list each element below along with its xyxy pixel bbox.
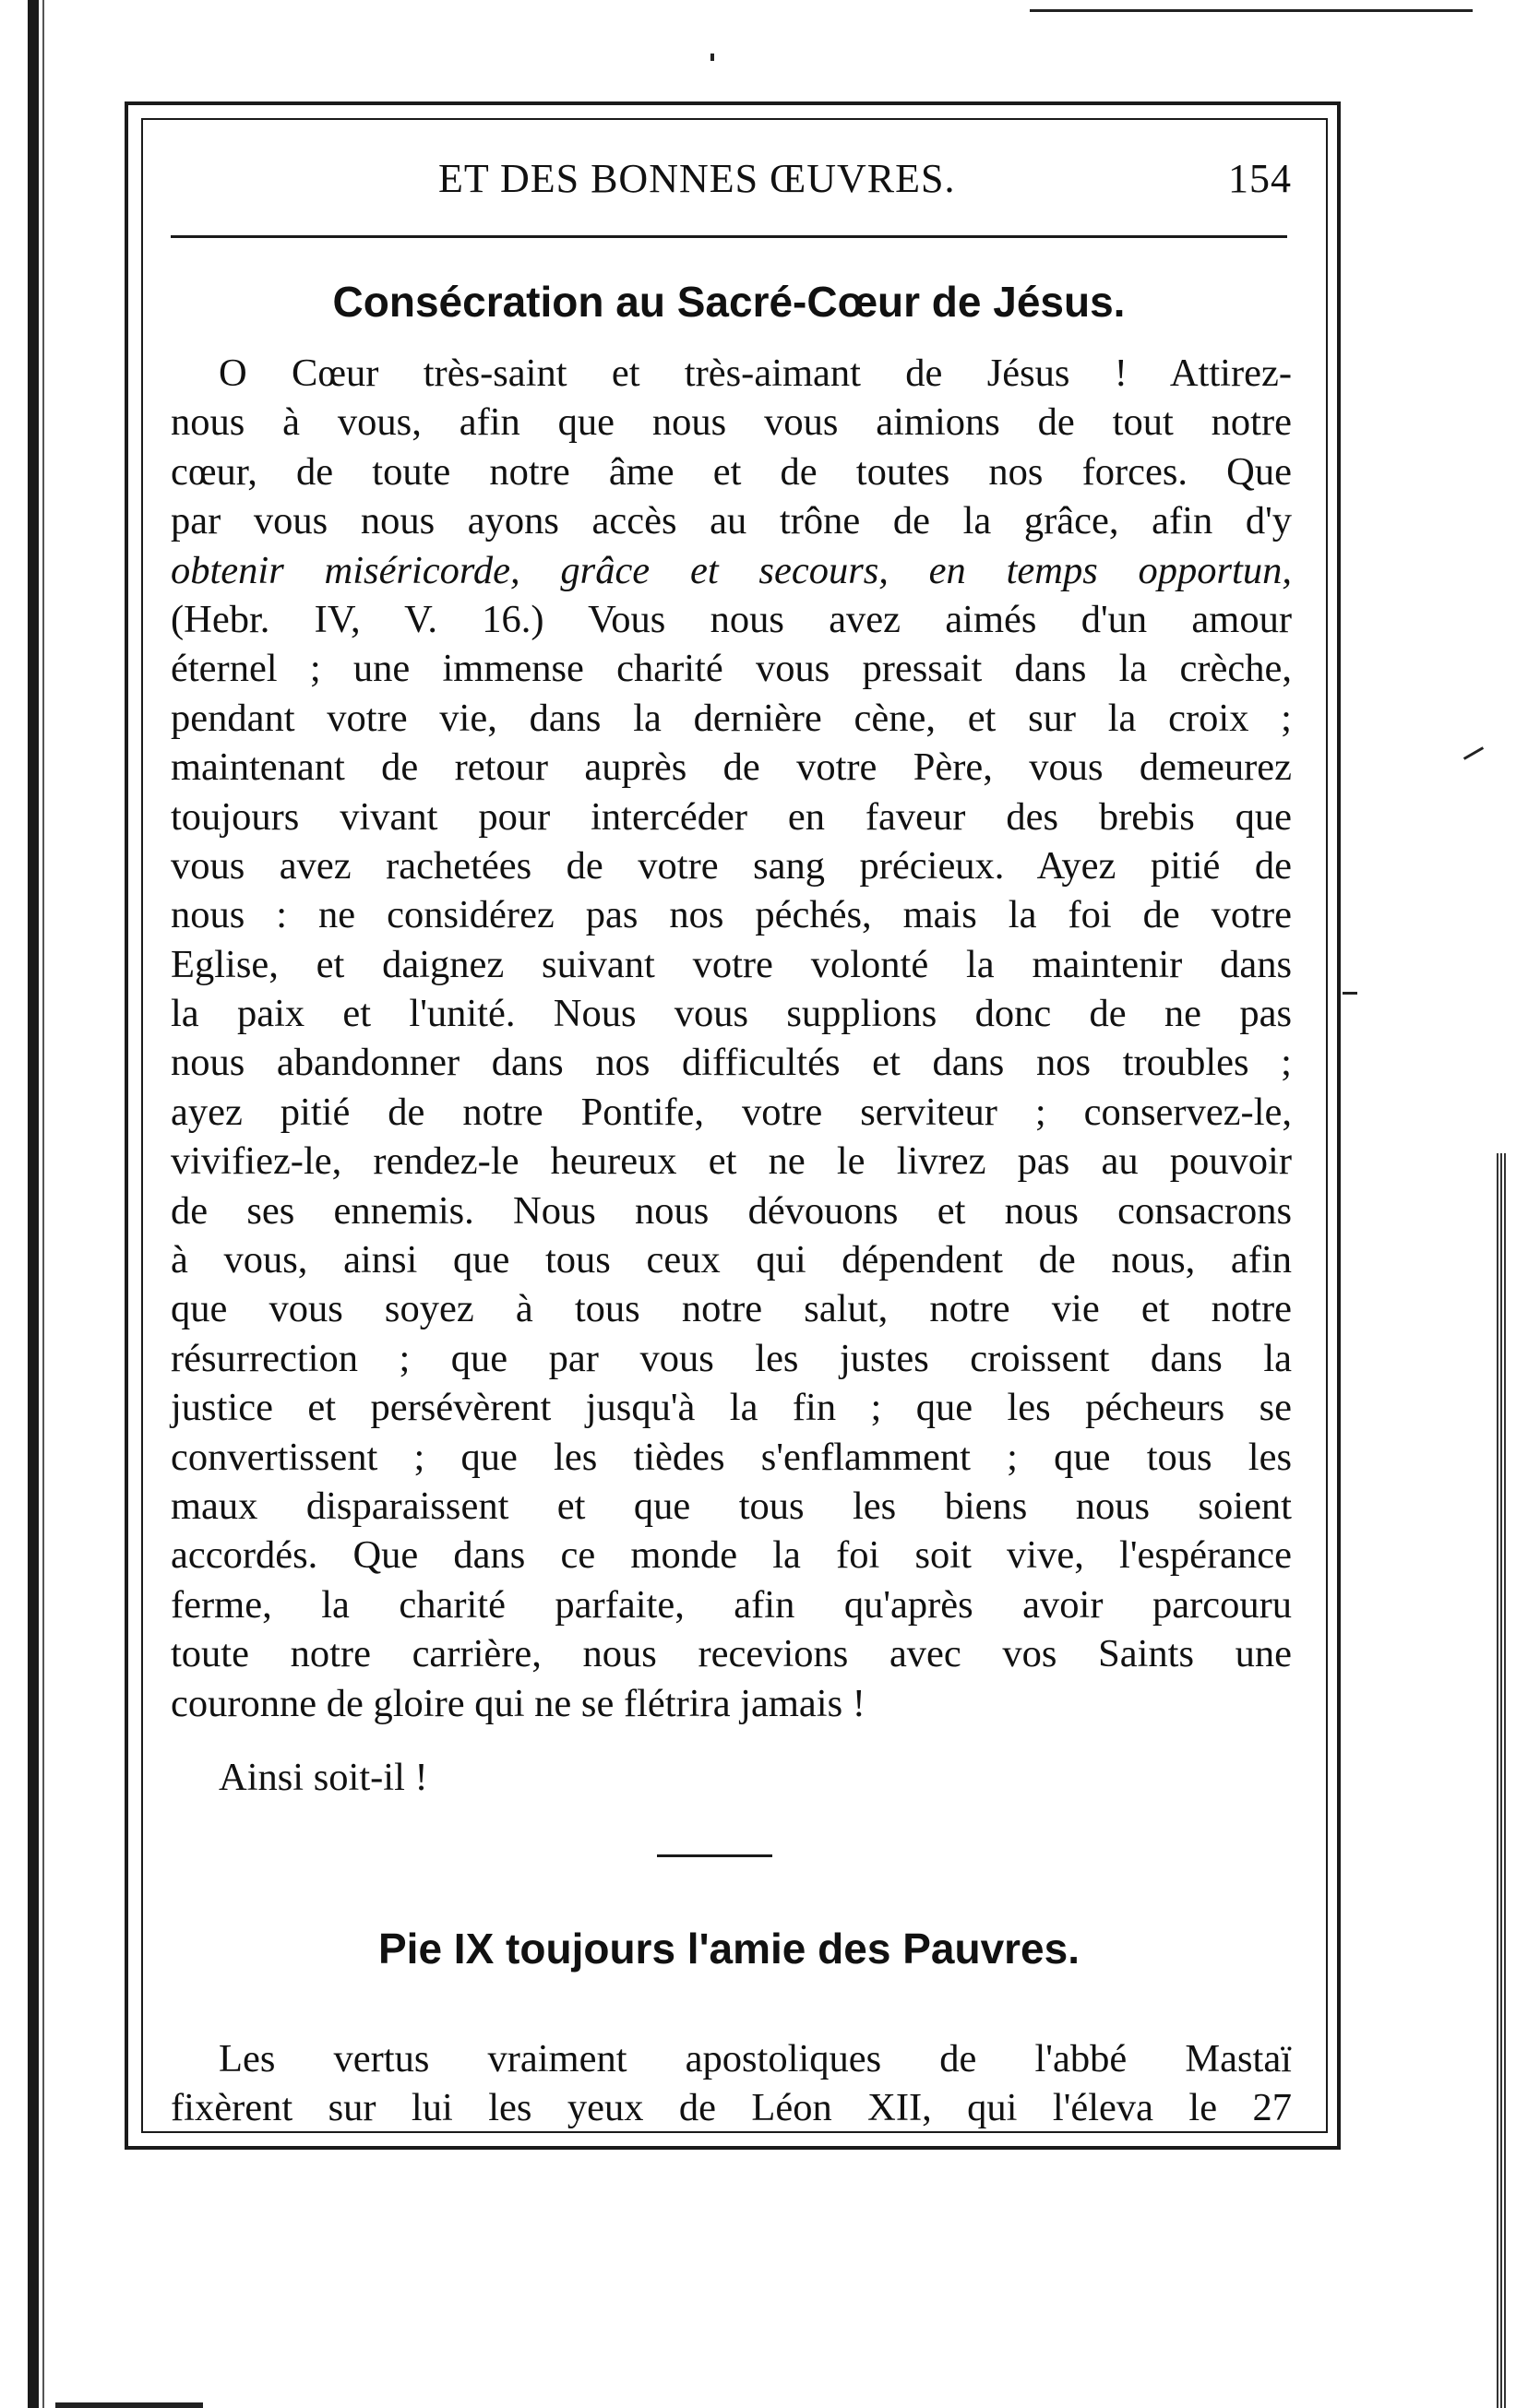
scan-speck (1463, 746, 1484, 760)
scan-edge-bottom (55, 2402, 203, 2408)
scan-edge-left (28, 0, 48, 2408)
section-heading: Pie IX toujours l'amie des Pauvres. (377, 1925, 1080, 1973)
text-line: ferme, la charité parfaite, afin qu'après avoir parcouru (171, 1582, 1292, 1627)
header-rule (171, 235, 1287, 238)
text-line: vous avez rachetées de votre sang précieux. Ayez pitié de (171, 843, 1292, 888)
section-separator (657, 1854, 772, 1857)
text-line: Ainsi soit-il ! (219, 1756, 428, 1799)
page-number: 154 (1228, 156, 1292, 201)
text-line: éternel ; une immense charité vous pressait dans la crèche, (171, 647, 1292, 691)
section-heading: Consécration au Sacré-Cœur de Jésus. (332, 278, 1126, 326)
text-line: à vous, ainsi que tous ceux qui dépendent de nous, afin (171, 1238, 1292, 1282)
text-line: ayez pitié de notre Pontife, votre serviteur ; conservez-le, (171, 1090, 1292, 1134)
body-paragraph (171, 349, 1292, 1728)
closing-line (171, 1753, 1292, 1802)
text-line: pendant votre vie, dans la dernière cène, et sur la croix ; (171, 696, 1292, 740)
running-head (166, 155, 1292, 210)
text-line: par vous nous ayons accès au trône de la grâce, afin d'y (171, 499, 1292, 543)
scan-edge-top (1030, 9, 1473, 12)
text-line: nous à vous, afin que nous vous aimions de tout notre (171, 400, 1292, 445)
text-line: résurrection ; que par vous les justes croissent dans la (171, 1336, 1292, 1380)
text-line: fixèrent sur lui les yeux de Léon XII, qui l'éleva le 27 (171, 2086, 1292, 2130)
text-line: convertissent ; que les tièdes s'enflamment ; que tous les (171, 1435, 1292, 1479)
text-line: de ses ennemis. Nous nous dévouons et nous consacrons (171, 1188, 1292, 1233)
text-line: que vous soyez à tous notre salut, notre vie et notre (171, 1287, 1292, 1331)
text-line: nous abandonner dans nos difficultés et dans nos troubles ; (171, 1041, 1292, 1085)
scan-speck (1343, 992, 1357, 995)
text-line: maintenant de retour auprès de votre Père, vous demeurez (171, 745, 1292, 790)
text-line: couronne de gloire qui ne se flétrira jamais ! (171, 1681, 865, 1725)
scan-speck (710, 54, 714, 61)
text-line: la paix et l'unité. Nous vous supplions donc de ne pas (171, 992, 1292, 1036)
text-line: O Cœur très-saint et très-aimant de Jésus ! Attirez- (219, 352, 1292, 395)
text-line: vivifiez-le, rendez-le heureux et ne le livrez pas au pouvoir (171, 1139, 1292, 1184)
text-line: nous : ne considérez pas nos péchés, mais la foi de votre (171, 893, 1292, 937)
body-paragraph (171, 2034, 1292, 2133)
text-line: obtenir miséricorde, grâce et secours, en temps opportun, (171, 548, 1292, 592)
text-line: justice et persévèrent jusqu'à la fin ; que les pécheurs se (171, 1386, 1292, 1430)
text-line: maux disparaissent et que tous les biens nous soient (171, 1484, 1292, 1528)
text-line: Les vertus vraiment apostoliques de l'abbé Mastaï (219, 2037, 1292, 2080)
text-line: toujours vivant pour intercéder en faveur des brebis que (171, 794, 1292, 839)
text-line: (Hebr. IV, V. 16.) Vous nous avez aimés d'un amour (171, 597, 1292, 641)
text-line: accordés. Que dans ce monde la foi soit vive, l'espérance (171, 1533, 1292, 1578)
running-head-title: ET DES BONNES ŒUVRES. (438, 156, 956, 201)
scan-edge-right (1497, 1153, 1506, 2408)
text-line: cœur, de toute notre âme et de toutes nos forces. Que (171, 449, 1292, 494)
text-line: Eglise, et daignez suivant votre volonté la maintenir dans (171, 942, 1292, 986)
text-line: toute notre carrière, nous recevions avec vos Saints une (171, 1632, 1292, 1676)
